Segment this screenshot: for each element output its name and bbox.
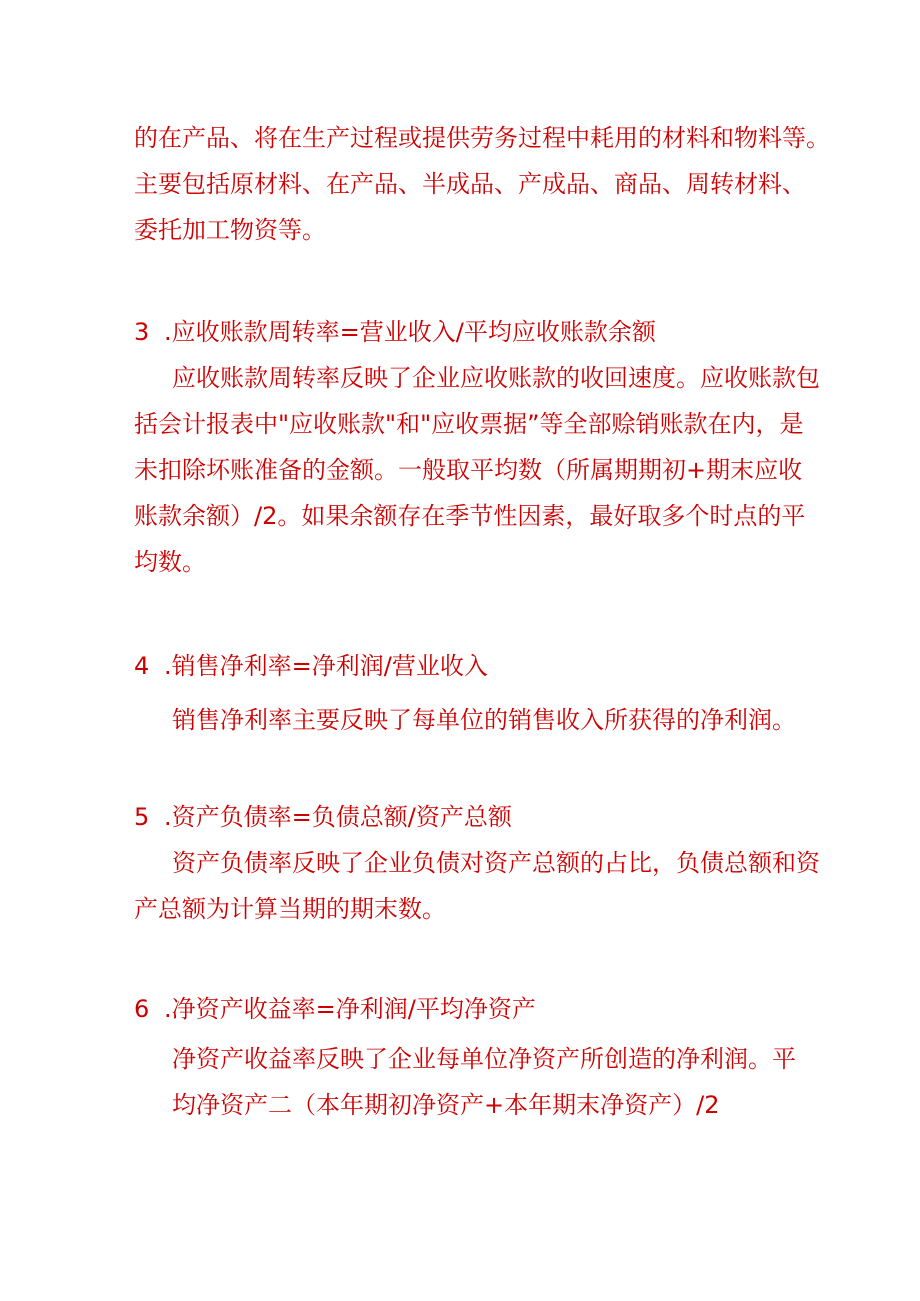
paragraph-line: 均净资产二（本年期初净资产+本年期末净资产）/2 bbox=[172, 1091, 720, 1119]
intro-line: 主要包括原材料、在产品、半成品、产成品、商品、周转材料、 bbox=[134, 170, 806, 198]
paragraph-line: 净资产收益率反映了企业每单位净资产所创造的净利润。平 bbox=[172, 1045, 796, 1073]
paragraph-line: 资产负债率反映了企业负债对资产总额的占比，负债总额和资 bbox=[172, 849, 820, 877]
paragraph-line: 均数。 bbox=[134, 548, 206, 576]
paragraph-line: 应收账款周转率反映了企业应收账款的收回速度。应收账款包 bbox=[172, 364, 820, 392]
paragraph-line: 括会计报表中"应收账款"和"应收票据”等全部赊销账款在内，是 bbox=[134, 410, 804, 438]
paragraph-line: 账款余额）/2。如果余额存在季节性因素，最好取多个时点的平 bbox=[134, 502, 806, 530]
section-heading bbox=[134, 794, 814, 840]
paragraph-line: 产总额为计算当期的期末数。 bbox=[134, 895, 446, 923]
paragraph-line: 销售净利率主要反映了每单位的销售收入所获得的净利润。 bbox=[172, 706, 796, 734]
intro-paragraph bbox=[134, 115, 830, 253]
section-6 bbox=[134, 986, 814, 1128]
section-title: .应收账款周转率=营业收入/平均应收账款余额 bbox=[164, 318, 656, 346]
section-5 bbox=[134, 794, 820, 932]
intro-line: 委托加工物资等。 bbox=[134, 216, 326, 244]
paragraph-line: 未扣除坏账准备的金额。一般取平均数（所属期期初+期末应收 bbox=[134, 456, 803, 484]
section-title: .销售净利率=净利润/营业收入 bbox=[164, 652, 488, 680]
intro-line: 的在产品、将在生产过程或提供劳务过程中耗用的材料和物料等。 bbox=[134, 124, 830, 152]
section-heading bbox=[134, 309, 814, 355]
section-number: 6 bbox=[134, 995, 150, 1023]
section-heading bbox=[134, 643, 814, 689]
section-number: 3 bbox=[134, 318, 150, 346]
section-title: .净资产收益率=净利润/平均净资产 bbox=[164, 995, 536, 1023]
section-number: 4 bbox=[134, 652, 150, 680]
section-3 bbox=[134, 309, 820, 585]
section-title: .资产负债率=负债总额/资产总额 bbox=[164, 803, 512, 831]
section-4 bbox=[134, 643, 814, 743]
section-heading bbox=[134, 986, 814, 1032]
section-number: 5 bbox=[134, 803, 150, 831]
